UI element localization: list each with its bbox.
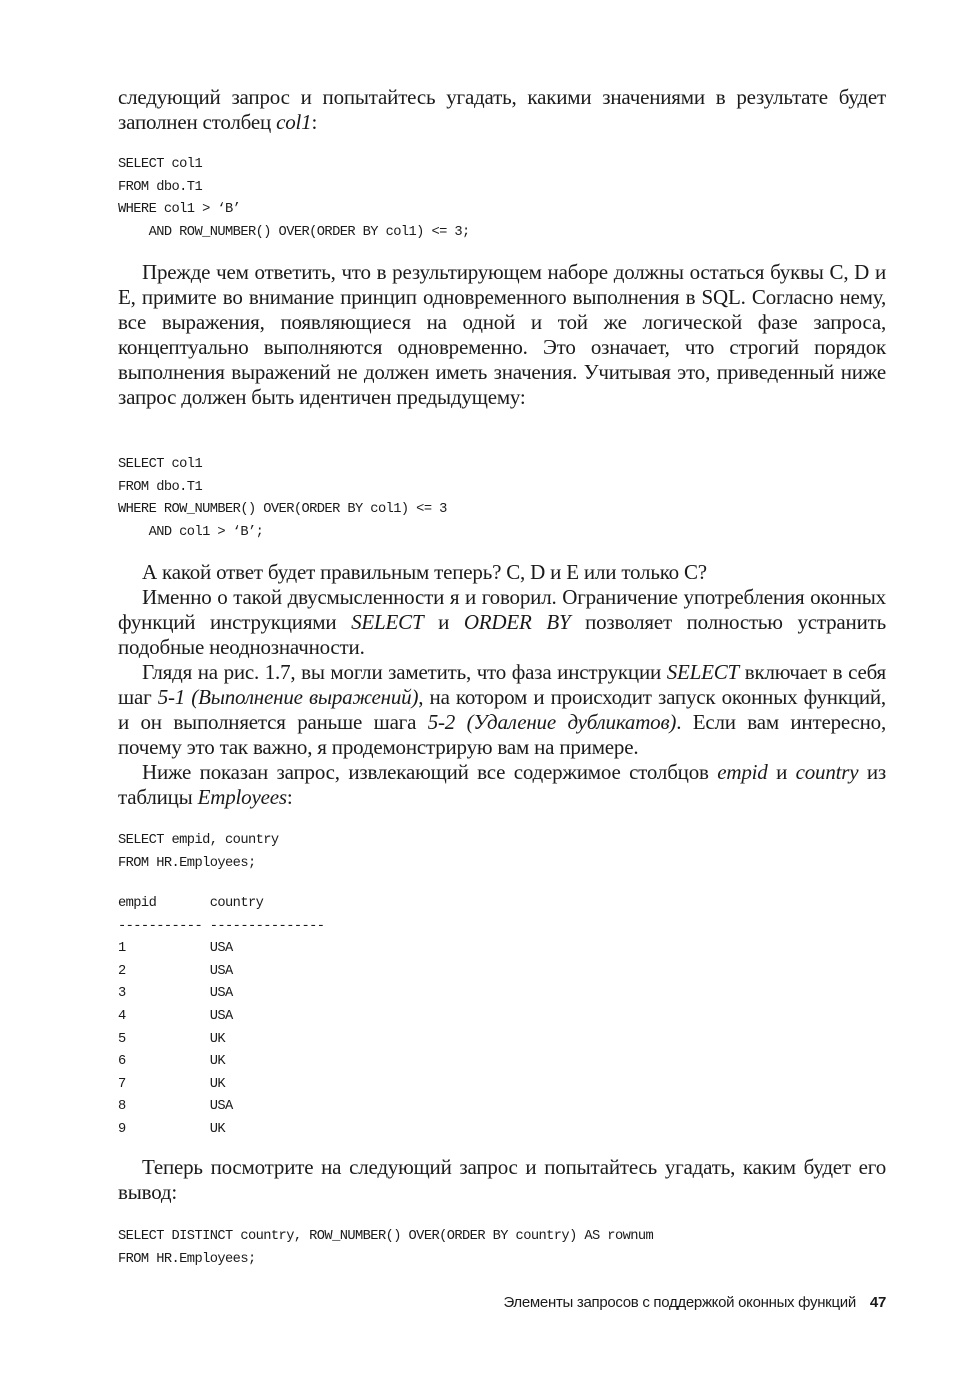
text-run: : (311, 110, 318, 134)
page-number: 47 (869, 1294, 886, 1311)
paragraph-ambiguity (118, 585, 886, 660)
code-block-query-1: SELECT col1 FROM dbo.T1 WHERE col1 > ‘B’ AND ROW_NUMBER() OVER(ORDER BY col1) <= 3; (118, 156, 470, 240)
italic-term: 5-1 (Выполнение выражений) (157, 685, 419, 709)
italic-term: Employees (197, 785, 287, 809)
text-run: А какой ответ будет правильным теперь? C, D и E или только C? (142, 560, 707, 584)
text-run: включает в себя шаг (118, 660, 886, 709)
italic-term: 5-2 (Удаление дубликатов) (427, 710, 677, 734)
text-run: . Если вам интересно, почему это так важно, я продемонстрирую вам на примере. (118, 710, 887, 759)
italic-term: SELECT (666, 660, 740, 684)
text-run: Теперь посмотрите на следующий запрос и попытайтесь угадать, каким будет его вывод: (118, 1155, 886, 1204)
text-run: Глядя на рис. 1.7, вы могли заметить, что фаза инструкции (142, 660, 667, 684)
text-run: , на котором и происходит запуск оконных функций, и он выполняется раньше шага (118, 685, 886, 734)
text-run: следующий запрос и попытайтесь угадать, какими значениями в результате будет заполнен столбец (118, 85, 886, 134)
code-block-query-4: SELECT DISTINCT country, ROW_NUMBER() OVER(ORDER BY country) AS rownum FROM HR.Employees; (118, 1228, 654, 1267)
italic-term: SELECT (351, 610, 424, 634)
result-table: empid country ----------- --------------- 1 USA 2 USA 3 USA 4 USA 5 UK 6 UK 7 UK 8 USA 9 UK (118, 895, 325, 1137)
page-footer (503, 1294, 886, 1311)
italic-term: col1 (276, 110, 312, 134)
italic-term: country (795, 760, 859, 784)
code-block-query-3: SELECT empid, country FROM HR.Employees; (118, 832, 279, 871)
paragraph-question (118, 560, 886, 585)
text-run: Ниже показан запрос, извлекающий все содержимое столбцов (142, 760, 718, 784)
paragraph-figure-ref (118, 660, 886, 760)
text-run: Именно о такой двусмысленности я и говорил. Ограничение употребления оконных функций инструкциями (118, 585, 886, 634)
italic-term: empid (717, 760, 768, 784)
text-run: и (767, 760, 796, 784)
text-run: Прежде чем ответить, что в результирующем наборе должны остаться буквы C, D и E, примите во внимание принцип одновременного выполнения в SQL. Согласно нему, все выражения, появляющиеся на одной и той же логической фазе запроса, концептуально выполняются одновременно. Это означает, что строгий порядок выполнения выражений не должен иметь значения. Учитывая это, приведенный ниже запрос должен быть идентичен предыдущему: (118, 260, 886, 409)
text-run: и (423, 610, 464, 634)
paragraph-simultaneous (118, 260, 886, 410)
text-run: : (286, 785, 293, 809)
paragraph-employees (118, 760, 886, 810)
paragraph-next-query (118, 1155, 886, 1205)
italic-term: ORDER BY (463, 610, 571, 634)
running-title: Элементы запросов с поддержкой оконных функций (503, 1294, 856, 1311)
text-run: из таблицы (118, 760, 886, 809)
text-run: позволяет полностью устранить подобные неоднозначности. (118, 610, 886, 659)
paragraph-continuation (118, 85, 886, 135)
code-block-query-2: SELECT col1 FROM dbo.T1 WHERE ROW_NUMBER() OVER(ORDER BY col1) <= 3 AND col1 > ‘B’; (118, 456, 447, 540)
